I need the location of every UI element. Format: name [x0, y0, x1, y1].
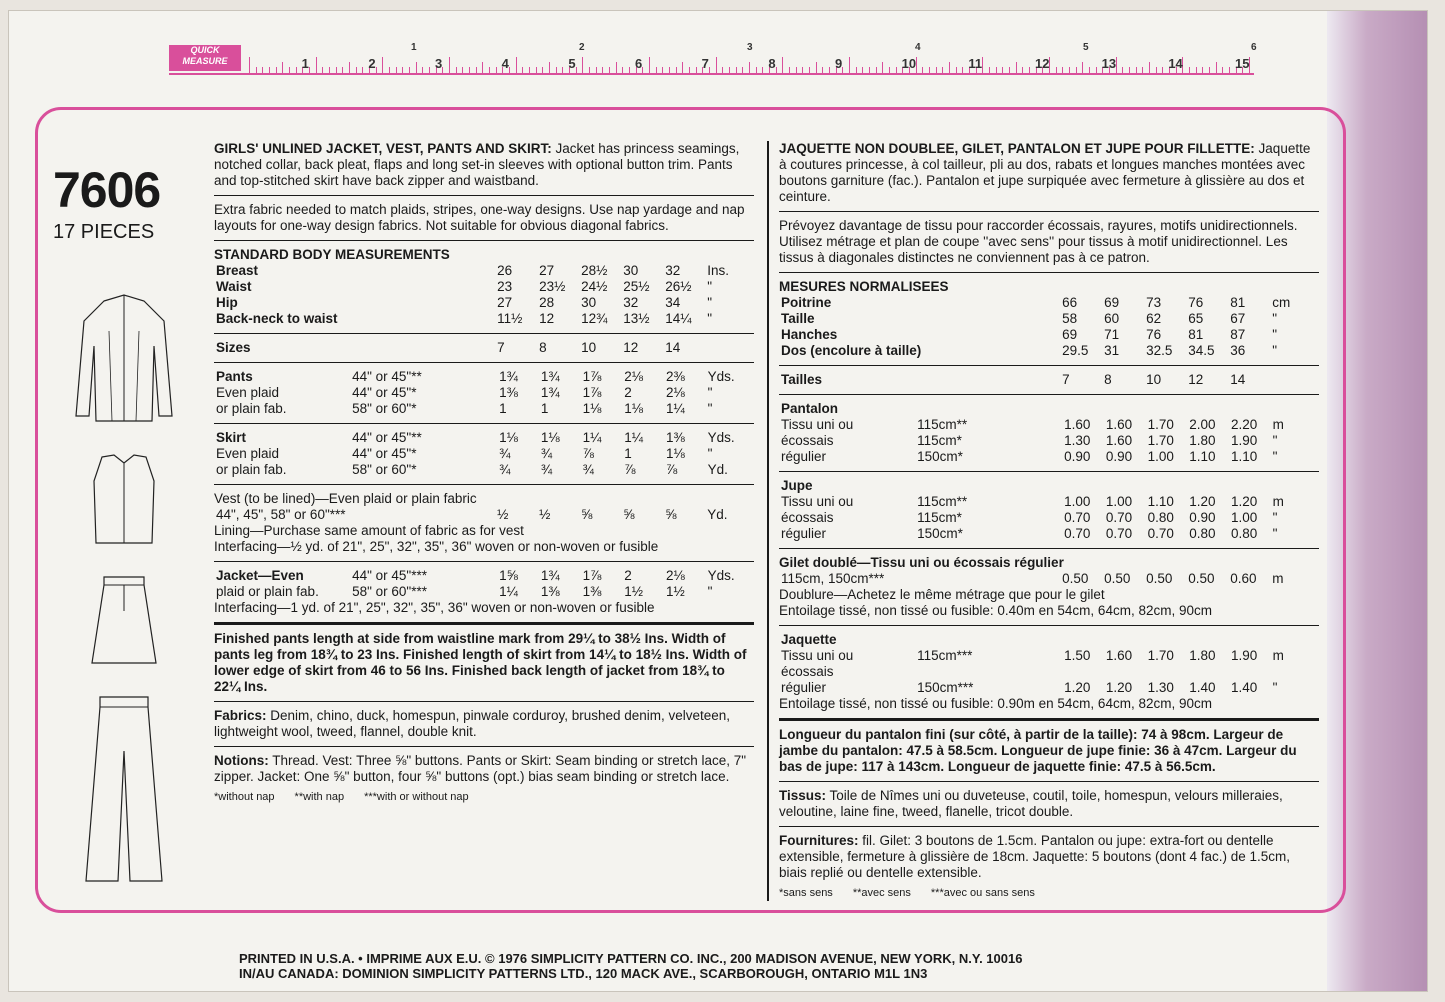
table-row: Tailles 7 8 10 12 14 — [781, 372, 1246, 387]
ruler-tick — [809, 67, 810, 73]
table-row: Pantalon — [781, 401, 839, 416]
table-row: écossais 115cm* 0.70 0.70 0.80 0.90 1.00 " — [781, 510, 1278, 525]
ruler-cm-label: 4 — [501, 56, 509, 71]
ruler-tick — [462, 67, 463, 73]
table-row: 115cm, 150cm*** 0.50 0.50 0.50 0.50 0.60 m — [781, 571, 1284, 586]
ruler-tick — [249, 57, 250, 73]
fr-jaquette-table — [779, 632, 1319, 696]
ruler-tick — [776, 67, 777, 73]
ruler-tick — [749, 62, 750, 73]
ruler-tick — [489, 67, 490, 73]
table-row: Taille 58 60 62 65 67 " — [781, 311, 1278, 326]
fr-measure-heading: MESURES NORMALISEES — [779, 279, 949, 294]
fr-extra-fabric: Prévoyez davantage de tissu pour raccorder écossais, rayures, motifs unidirectionnels. Utilisez métrage et plan de coupe ''avec sens'' pour tissus à motif unidirectionnel. Les tissus à diagonales distinctes ne conviennent pas à ce patron. — [779, 218, 1298, 265]
ruler-tick — [782, 57, 783, 73]
fr-jupe-table — [779, 478, 1319, 542]
ruler-tick — [542, 67, 543, 73]
fr-notions: Fournitures: fil. Gilet: 3 boutons de 1.5cm. Pantalon ou jupe: extra-fort ou dentelle extensible, fermeture à glissière de 18cm. Jaquette: 5 boutons (dont 4 fac.) de 1.5cm, biais replié ou dentelle extensible. — [779, 833, 1291, 880]
ruler-cm-label: 15 — [1235, 56, 1250, 71]
ruler-cm-label: 9 — [835, 56, 843, 71]
fr-gilet-lining: Doublure—Achetez le même métrage que pour le gilet — [779, 587, 1105, 602]
fr-sizes-row — [779, 372, 1319, 388]
ruler-tick — [802, 67, 803, 73]
en-title: GIRLS' UNLINED JACKET, VEST, PANTS AND SKIRT: — [214, 141, 552, 156]
ruler-tick — [949, 62, 950, 73]
ruler-tick — [642, 67, 643, 73]
table-row: Hanches 69 71 76 81 87 " — [781, 327, 1278, 342]
ruler-tick — [482, 62, 483, 73]
table-row: Breast 26 27 28½ 30 32 Ins. — [216, 263, 730, 278]
ruler-tick — [1229, 67, 1230, 73]
ruler-tick — [1136, 67, 1137, 73]
en-pants-table — [214, 369, 754, 417]
ruler-tick — [1196, 67, 1197, 73]
sidebar — [53, 161, 203, 244]
quick-measure-label: QUICK MEASURE — [169, 45, 241, 71]
ruler-tick — [362, 67, 363, 73]
ruler-tick — [1069, 67, 1070, 73]
ruler-tick — [336, 67, 337, 73]
en-skirt-table — [214, 430, 754, 478]
ruler-tick — [656, 67, 657, 73]
fr-gilet-interfacing: Entoilage tissé, non tissé ou fusible: 0.40m en 54cm, 64cm, 82cm, 90cm — [779, 603, 1212, 618]
en-jacket-interfacing: Interfacing—1 yd. of 21", 25", 32", 35", 36" woven or non-woven or fusible — [214, 600, 655, 615]
ruler-tick — [389, 67, 390, 73]
ruler-cm-label: 8 — [768, 56, 776, 71]
ruler-tick — [476, 67, 477, 73]
vest-sketch-icon — [64, 451, 184, 551]
ruler-tick — [576, 67, 577, 73]
fr-finished-measurements: Longueur du pantalon fini (sur côté, à partir de la taille): 74 à 98cm. Largeur de jambe du pantalon: 47.5 à 58.5cm. Longueur de jupe finie: 36 à 47cm. Largeur du bas de jupe: 117 à 143cm. Longueur de jaquette finie: 47.5 à 56.5cm. — [779, 727, 1297, 774]
ruler-tick — [662, 67, 663, 73]
ruler-tick — [1009, 67, 1010, 73]
table-row: Waist 23 23½ 24½ 25½ 26½ " — [216, 279, 713, 294]
ruler-tick — [816, 62, 817, 73]
ruler-tick — [762, 67, 763, 73]
ruler-tick — [989, 67, 990, 73]
ruler-tick — [956, 67, 957, 73]
ruler-inch-label: 4 — [915, 42, 921, 53]
ruler-inch-label: 3 — [747, 42, 753, 53]
ruler-tick — [869, 67, 870, 73]
table-row: Pants 44" or 45"** 1¾ 1¾ 1⅞ 2⅛ 2⅜ Yds. — [216, 369, 735, 384]
ruler-tick — [1129, 67, 1130, 73]
ruler-tick — [602, 67, 603, 73]
ruler-tick — [649, 57, 650, 73]
en-vest-line: Vest (to be lined)—Even plaid or plain fabric — [214, 491, 477, 506]
ruler-tick — [456, 67, 457, 73]
ruler-tick — [449, 57, 450, 73]
table-row: Jaquette — [781, 632, 837, 647]
ruler-tick — [609, 67, 610, 73]
table-row: Tissu uni ou 115cm** 1.00 1.00 1.10 1.20 1.20 m — [781, 494, 1284, 509]
printed-notice — [239, 951, 1022, 981]
table-row: Tissu uni ou 115cm** 1.60 1.60 1.70 2.00 2.20 m — [781, 417, 1284, 432]
ruler-tick — [922, 67, 923, 73]
ruler-tick — [856, 67, 857, 73]
ruler-tick — [736, 67, 737, 73]
en-finished-measurements: Finished pants length at side from waistline mark from 29¼ to 38½ Ins. Width of pants leg from 18¾ to 23 Ins. Finished length of skirt from 14¼ to 18½ Ins. Width of lower edge of skirt from 46 to 56 Ins. Finished back length of jacket from 18¾ to 22¼ Ins. — [214, 631, 747, 694]
ruler-tick — [322, 67, 323, 73]
ruler-tick — [276, 67, 277, 73]
printed-line-1: PRINTED IN U.S.A. • IMPRIME AUX E.U. © 1976 SIMPLICITY PATTERN CO. INC., 200 MADISON AVENUE, NEW YORK, N.Y. 10016 — [239, 951, 1023, 966]
ruler-tick — [1202, 67, 1203, 73]
ruler-cm-label: 7 — [701, 56, 709, 71]
ruler-inch-label: 5 — [1083, 42, 1089, 53]
ruler-tick — [536, 67, 537, 73]
ruler-tick — [962, 67, 963, 73]
ruler-cm-label: 14 — [1168, 56, 1183, 71]
ruler-tick — [1216, 62, 1217, 73]
table-row: Jacket—Even 44" or 45"*** 1⅝ 1¾ 1⅞ 2 2⅛ Yds. — [216, 568, 735, 583]
table-row: Sizes 7 8 10 12 14 — [216, 340, 681, 355]
ruler-tick — [1162, 67, 1163, 73]
en-measure-table — [214, 263, 754, 327]
en-vest-lining: Lining—Purchase same amount of fabric as for vest — [214, 523, 524, 538]
ruler-tick — [929, 67, 930, 73]
ruler-tick — [396, 67, 397, 73]
ruler-tick — [789, 67, 790, 73]
ruler-tick — [402, 67, 403, 73]
ruler-tick — [622, 67, 623, 73]
ruler-inch-label: 6 — [1251, 42, 1257, 53]
table-row: Even plaid 44" or 45"* ¾ ¾ ⅞ 1 1⅛ " — [216, 446, 713, 461]
fr-desc: Jaquette à coutures princesse, à col tailleur, pli au dos, rabats et longues manches montées avec boutons garniture (fac.). Pantalon et jupe surpiquée avec fermeture à glissière au dos et ceinture. — [779, 141, 1311, 204]
quick-measure-ruler — [169, 37, 1257, 75]
ruler-cm-label: 10 — [901, 56, 917, 71]
ruler-tick — [1016, 62, 1017, 73]
ruler-tick — [696, 67, 697, 73]
ruler-tick — [529, 67, 530, 73]
ruler-cm-label: 6 — [635, 56, 643, 71]
en-extra-fabric: Extra fabric needed to match plaids, stripes, one-way designs. Use nap yardage and nap layouts for one-way design fabrics. Not suitable for obvious diagonal fabrics. — [214, 202, 745, 233]
ruler-tick — [516, 57, 517, 73]
ruler-tick — [862, 67, 863, 73]
ruler-tick — [1076, 67, 1077, 73]
pieces-count: 17 PIECES — [53, 221, 155, 243]
ruler-tick — [842, 67, 843, 73]
fr-jaquette-interfacing: Entoilage tissé, non tissé ou fusible: 0.90m en 54cm, 64cm, 82cm, 90cm — [779, 696, 1212, 711]
fr-fabrics: Tissus: Toile de Nîmes uni ou duveteuse, coutil, toile, homespun, velours milleraies, veloutine, laine fine, tweed, flanelle, tricot double. — [779, 788, 1283, 819]
en-measure-heading: STANDARD BODY MEASUREMENTS — [214, 247, 450, 262]
english-column — [214, 141, 754, 805]
pattern-number: 7606 — [53, 162, 161, 218]
ruler-tick — [422, 67, 423, 73]
printed-line-2: IN/AU CANADA: DOMINION SIMPLICITY PATTERNS LTD., 120 MACK AVE., SCARBOROUGH, ONTARIO M1L 1N3 — [239, 966, 928, 981]
en-vest-table — [214, 507, 754, 523]
ruler-tick — [1002, 67, 1003, 73]
en-vest-interfacing: Interfacing—½ yd. of 21", 25", 32", 35", 36" woven or non-woven or fusible — [214, 539, 659, 554]
ruler-tick — [1149, 62, 1150, 73]
ruler-tick — [1122, 67, 1123, 73]
ruler-tick — [522, 67, 523, 73]
en-desc: Jacket has princess seamings, notched collar, back pleat, flaps and long set-in sleeves with optional button trim. Pants and top-stitched skirt have back zipper and waistband. — [214, 141, 740, 188]
ruler-tick — [562, 67, 563, 73]
table-row: Jupe — [781, 478, 813, 493]
en-description — [214, 141, 754, 189]
en-sizes-row — [214, 340, 754, 356]
table-row: Dos (encolure à taille) 29.5 31 32.5 34.5 36 " — [781, 343, 1278, 358]
ruler-tick — [709, 67, 710, 73]
ruler-tick — [382, 57, 383, 73]
ruler-tick — [356, 67, 357, 73]
ruler-tick — [442, 67, 443, 73]
ruler-tick — [829, 67, 830, 73]
ruler-cm-label: 2 — [368, 56, 376, 71]
table-row: or plain fab. 58" or 60"* 1 1 1⅛ 1⅛ 1¼ " — [216, 401, 713, 416]
ruler-tick — [1082, 62, 1083, 73]
ruler-tick — [582, 57, 583, 73]
ruler-cm-label: 11 — [968, 56, 983, 71]
table-row: écossais 115cm* 1.30 1.60 1.70 1.80 1.90 " — [781, 433, 1278, 448]
ruler-tick — [676, 67, 677, 73]
table-row: 44", 45", 58" or 60"*** ½ ½ ⅝ ⅝ ⅝ Yd. — [216, 507, 728, 522]
ruler-tick — [742, 67, 743, 73]
ruler-tick — [269, 67, 270, 73]
fr-gilet-table — [779, 571, 1319, 587]
fr-measure-table — [779, 295, 1319, 359]
ruler-tick — [796, 67, 797, 73]
ruler-inch-label: 2 — [579, 42, 585, 53]
ruler-tick — [982, 57, 983, 73]
ruler-tick — [1022, 67, 1023, 73]
table-row: Back-neck to waist 11½ 12 12¾ 13½ 14¼ " — [216, 311, 713, 326]
ruler-tick — [1096, 67, 1097, 73]
ruler-tick — [896, 67, 897, 73]
ruler-tick — [429, 67, 430, 73]
ruler-tick — [329, 67, 330, 73]
ruler-tick — [469, 67, 470, 73]
ruler-tick — [496, 67, 497, 73]
table-row: Poitrine 66 69 73 76 81 cm — [781, 295, 1291, 310]
ruler-tick — [1142, 67, 1143, 73]
ruler-tick — [1189, 67, 1190, 73]
ruler-tick — [509, 67, 510, 73]
ruler-tick — [589, 67, 590, 73]
table-row: Skirt 44" or 45"** 1⅛ 1⅛ 1¼ 1¼ 1⅜ Yds. — [216, 430, 735, 445]
ruler-tick — [889, 67, 890, 73]
ruler-inch-label: 1 — [411, 42, 417, 53]
en-fabrics: Fabrics: Denim, chino, duck, homespun, pinwale corduroy, brushed denim, velveteen, lightweight wool, tweed, flannel, double knit. — [214, 708, 731, 739]
ruler-tick — [342, 67, 343, 73]
ruler-tick — [1056, 67, 1057, 73]
ruler-tick — [282, 62, 283, 73]
ruler-tick — [596, 67, 597, 73]
ruler-tick — [1029, 67, 1030, 73]
column-divider — [767, 141, 769, 901]
ruler-tick — [376, 67, 377, 73]
ruler-tick — [756, 67, 757, 73]
ruler-tick — [556, 67, 557, 73]
ruler-tick — [1156, 67, 1157, 73]
ruler-tick — [669, 67, 670, 73]
ruler-cm-label: 1 — [301, 56, 309, 71]
ruler-tick — [689, 67, 690, 73]
skirt-sketch-icon — [64, 571, 184, 671]
ruler-tick — [1089, 67, 1090, 73]
ruler-tick — [936, 67, 937, 73]
ruler-tick — [296, 67, 297, 73]
ruler-tick — [876, 67, 877, 73]
ruler-cm-label: 13 — [1101, 56, 1117, 71]
ruler-tick — [416, 62, 417, 73]
french-column — [779, 141, 1319, 901]
ruler-cm-label: 5 — [568, 56, 576, 71]
ruler-tick — [682, 62, 683, 73]
ruler-cm-label: 3 — [435, 56, 443, 71]
ruler-tick — [716, 57, 717, 73]
fr-title: JAQUETTE NON DOUBLEE, GILET, PANTALON ET JUPE POUR FILLETTE: — [779, 141, 1255, 156]
ruler-tick — [722, 67, 723, 73]
table-row: écossais — [781, 664, 834, 679]
table-row: or plain fab. 58" or 60"* ¾ ¾ ¾ ⅞ ⅞ Yd. — [216, 462, 728, 477]
ruler-tick — [822, 67, 823, 73]
ruler-tick — [289, 67, 290, 73]
table-row: régulier 150cm* 0.70 0.70 0.70 0.80 0.80 " — [781, 526, 1278, 541]
ruler-tick — [409, 67, 410, 73]
en-jacket-table — [214, 568, 754, 600]
fr-footnotes: *sans sens **avec sens ***avec ou sans sens — [779, 887, 1035, 899]
table-row: Even plaid 44" or 45"* 1⅜ 1¾ 1⅞ 2 2⅛ " — [216, 385, 713, 400]
ruler-tick — [1209, 67, 1210, 73]
pattern-envelope-back — [8, 10, 1428, 992]
ruler-tick — [616, 62, 617, 73]
ruler-tick — [1062, 67, 1063, 73]
table-row: régulier 150cm* 0.90 0.90 1.00 1.10 1.10 " — [781, 449, 1278, 464]
ruler-tick — [262, 67, 263, 73]
ruler-tick — [849, 57, 850, 73]
ruler-tick — [316, 57, 317, 73]
ruler-tick — [996, 67, 997, 73]
table-row: Tissu uni ou 115cm*** 1.50 1.60 1.70 1.80 1.90 m — [781, 648, 1284, 663]
ruler-tick — [1222, 67, 1223, 73]
ruler-tick — [349, 62, 350, 73]
en-notions: Notions: Thread. Vest: Three ⅝" buttons. Pants or Skirt: Seam binding or stretch lace, 7" zipper. Jacket: One ⅝" button, four ⅝" buttons (opt.) bias seam binding or stretch lace. — [214, 753, 747, 784]
ruler-tick — [309, 67, 310, 73]
table-row: Hip 27 28 30 32 34 " — [216, 295, 713, 310]
ruler-tick — [942, 67, 943, 73]
jacket-sketch-icon — [64, 291, 184, 431]
fr-description — [779, 141, 1319, 205]
en-footnotes: *without nap **with nap ***with or without nap — [214, 791, 469, 803]
ruler-tick — [629, 67, 630, 73]
ruler-tick — [729, 67, 730, 73]
ruler-tick — [256, 67, 257, 73]
fr-gilet-line: Gilet doublé—Tissu uni ou écossais régulier — [779, 555, 1064, 570]
ruler-tick — [549, 62, 550, 73]
ruler-tick — [882, 62, 883, 73]
pants-sketch-icon — [64, 691, 184, 891]
table-row: régulier 150cm*** 1.20 1.20 1.30 1.40 1.40 " — [781, 680, 1278, 695]
fr-pantalon-table — [779, 401, 1319, 465]
ruler-cm-label: 12 — [1035, 56, 1050, 71]
table-row: plaid or plain fab. 58" or 60"*** 1¼ 1⅜ 1⅜ 1½ 1½ " — [216, 584, 713, 599]
